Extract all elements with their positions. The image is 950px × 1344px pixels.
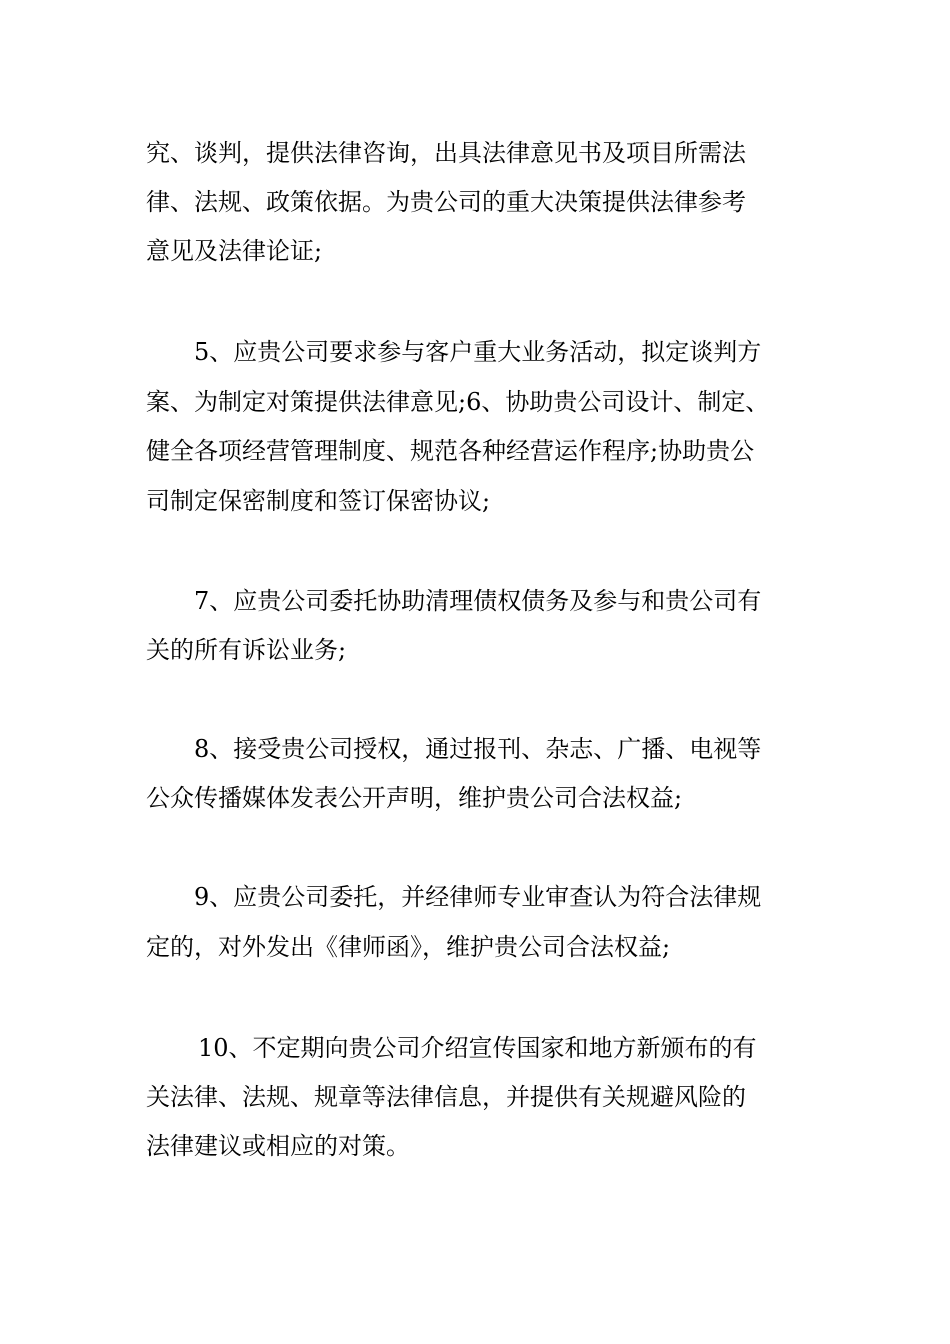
- paragraph-2-line-1: 5、应贵公司要求参与客户重大业务活动，拟定谈判方: [194, 338, 762, 366]
- paragraph-3-line-2: 关的所有诉讼业务;: [146, 636, 347, 664]
- paragraph-1-line-3: 意见及法律论证;: [146, 237, 323, 265]
- paragraph-1-line-1: 究、谈判，提供法律咨询，出具法律意见书及项目所需法: [146, 139, 746, 167]
- paragraph-2-line-4: 司制定保密制度和签订保密协议;: [146, 487, 491, 515]
- paragraph-6-line-1: 10、不定期向贵公司介绍宣传国家和地方新颁布的有: [198, 1034, 757, 1062]
- paragraph-2-line-2: 案、为制定对策提供法律意见;6、协助贵公司设计、制定、: [146, 388, 770, 416]
- paragraph-4-line-1: 8、接受贵公司授权，通过报刊、杂志、广播、电视等: [194, 735, 762, 763]
- paragraph-1-line-2: 律、法规、政策依据。为贵公司的重大决策提供法律参考: [146, 188, 746, 216]
- paragraph-5-line-2: 定的，对外发出《律师函》，维护贵公司合法权益;: [146, 933, 671, 961]
- paragraph-6-line-3: 法律建议或相应的对策。: [146, 1132, 410, 1160]
- paragraph-4-line-2: 公众传播媒体发表公开声明，维护贵公司合法权益;: [146, 784, 683, 812]
- paragraph-5-line-1: 9、应贵公司委托，并经律师专业审查认为符合法律规: [194, 883, 762, 911]
- paragraph-6-line-2: 关法律、法规、规章等法律信息，并提供有关规避风险的: [146, 1083, 746, 1111]
- paragraph-2-line-3: 健全各项经营管理制度、规范各种经营运作程序;协助贵公: [146, 437, 755, 465]
- paragraph-3-line-1: 7、应贵公司委托协助清理债权债务及参与和贵公司有: [194, 587, 762, 615]
